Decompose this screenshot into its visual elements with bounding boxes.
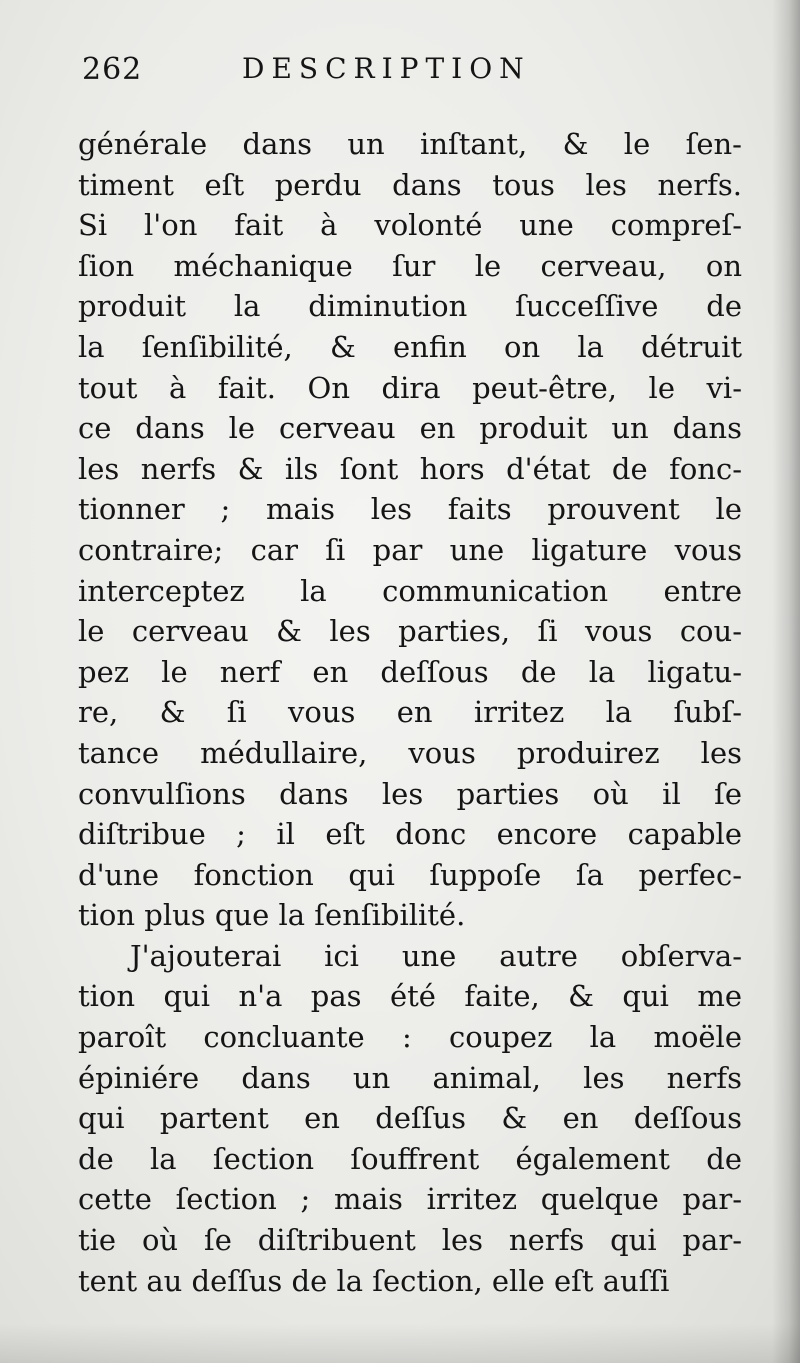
- running-head: [82, 52, 742, 92]
- text-line: la ſenſibilité, & enfin on la détruit: [78, 329, 742, 364]
- text-line: tout à fait. On dira peut-être, le vi-: [78, 370, 742, 405]
- text-line: de la ſection ſouffrent également de: [78, 1141, 742, 1176]
- text-line: J'ajouterai ici une autre obſerva-: [130, 938, 742, 973]
- text-line: paroît concluante : coupez la moële: [78, 1020, 742, 1055]
- text-line: timent eſt perdu dans tous les nerfs.: [78, 167, 742, 202]
- text-line: diſtribue ; il eſt donc encore capable: [78, 817, 742, 852]
- text-line: tionner ; mais les faits prouvent le: [78, 492, 742, 527]
- text-line: le cerveau & les parties, ſi vous cou-: [78, 614, 742, 649]
- text-line: ce dans le cerveau en produit un dans: [78, 411, 742, 446]
- text-line: pez le nerf en deſſous de la ligatu-: [78, 654, 742, 689]
- text-line: tent au deſſus de la ſection, elle eſt auſſi: [78, 1263, 670, 1298]
- text-line: tance médullaire, vous produirez les: [78, 735, 742, 770]
- text-line: tion plus que la ſenſibilité.: [78, 898, 466, 933]
- text-line: tion qui n'a pas été faite, & qui me: [78, 979, 742, 1014]
- text-line: convulſions dans les parties où il ſe: [78, 776, 742, 811]
- text-line: interceptez la communication entre: [78, 573, 742, 608]
- text-line: qui partent en deſſus & en deſſous: [78, 1101, 742, 1136]
- text-line: générale dans un inſtant, & le ſen-: [78, 127, 742, 161]
- text-line: épiniére dans un animal, les nerfs: [78, 1060, 742, 1095]
- body-text: [78, 124, 742, 1301]
- text-line: d'une fonction qui ſuppoſe ſa perfec-: [78, 857, 742, 892]
- page-bottom-shadow: [0, 1323, 800, 1363]
- running-title: DESCRIPTION: [242, 52, 531, 85]
- text-line: les nerfs & ils ſont hors d'état de fonc-: [78, 451, 742, 486]
- text-line: Si l'on fait à volonté une compreſ-: [78, 208, 742, 243]
- text-line: produit la diminution ſucceſſive de: [78, 289, 742, 324]
- text-line: cette ſection ; mais irritez quelque par-: [78, 1182, 742, 1217]
- page-edge-shadow: [772, 0, 800, 1363]
- page-number: 262: [82, 52, 143, 87]
- text-line: ſion méchanique ſur le cerveau, on: [78, 248, 742, 283]
- text-line: tie où ſe diſtribuent les nerfs qui par-: [78, 1223, 742, 1258]
- text-line: contraire; car ſi par une ligature vous: [78, 532, 742, 567]
- text-line: re, & ſi vous en irritez la ſubſ-: [78, 695, 742, 730]
